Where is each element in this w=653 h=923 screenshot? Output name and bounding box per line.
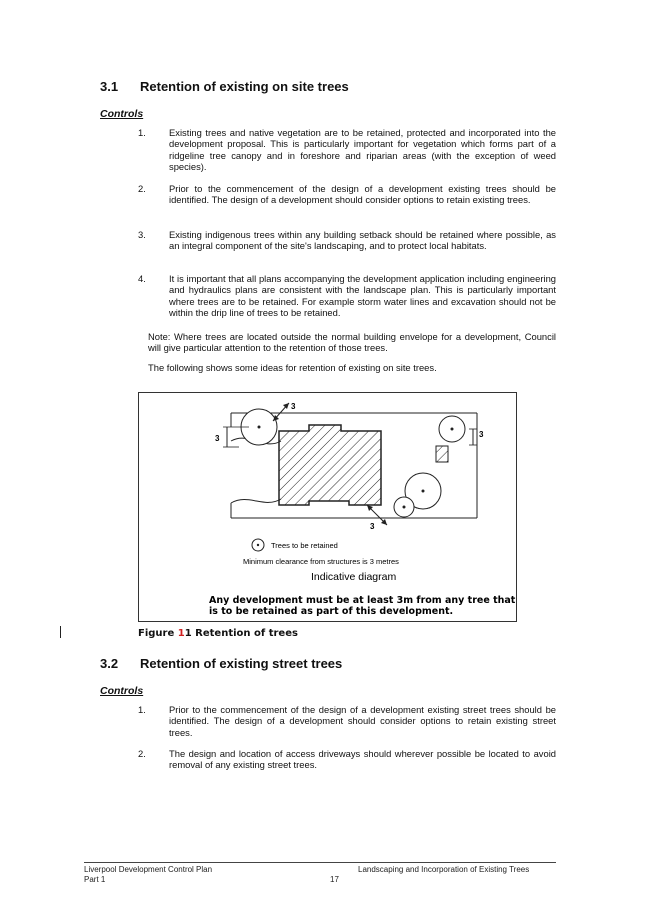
dim-label-left: 3	[215, 434, 220, 443]
caption-prefix: Figure	[138, 628, 178, 639]
figure-caption	[138, 628, 298, 639]
section-number: 3.2	[100, 656, 119, 671]
caption-number-red: 1	[177, 628, 185, 639]
building-footprint	[279, 425, 381, 505]
legend-clearance-text: Minimum clearance from structures is 3 metres	[243, 557, 399, 566]
footer-part: Part 1	[84, 875, 106, 884]
legend-trees-text: Trees to be retained	[271, 541, 338, 550]
item-text: Existing indigenous trees within any building setback should be retained where possible, as an integral component of the site's landscaping, and to protect local habitats.	[169, 229, 556, 252]
footer-doc-title: Liverpool Development Control Plan	[84, 865, 213, 874]
figure-note-line-2: is to be retained as part of this development.	[209, 606, 454, 617]
item-text: Prior to the commencement of the design of a development existing street trees should be identified. The design of a development should consider options to retain existing street trees.	[169, 704, 556, 738]
tree-top-right	[439, 416, 465, 442]
footer-left	[84, 865, 212, 885]
item-text: It is important that all plans accompanying the development application including engineering and hydraulics plans are consistent with the landscape plan. This is particularly important where trees are to be retained. For example storm water lines and excavation should not be within the drip line of trees to be retained.	[169, 273, 556, 318]
item-number: 3.	[138, 229, 146, 240]
intro-paragraph: The following shows some ideas for retention of existing on site trees.	[148, 362, 437, 373]
figure-retention-of-trees	[138, 392, 517, 622]
clearance-dimension-top	[273, 403, 289, 421]
dim-label-top: 3	[291, 402, 296, 411]
section-title: Retention of existing street trees	[140, 656, 343, 671]
item-number: 1.	[138, 704, 146, 715]
section-3-1-heading	[100, 79, 349, 94]
change-bar	[60, 626, 61, 638]
legend-tree-symbol	[252, 539, 264, 551]
section-3-2-heading	[100, 656, 342, 671]
item-number: 2.	[138, 748, 146, 759]
item-text: Prior to the commencement of the design of a development existing trees should be identified. The design of a development should consider options to retain existing trees.	[169, 183, 556, 206]
dim-label-right: 3	[479, 430, 484, 439]
caption-number: 1	[184, 628, 192, 639]
section-title: Retention of existing on site trees	[140, 79, 349, 94]
note-paragraph: Note: Where trees are located outside the normal building envelope for a development, Council will give particular attention to the retention of those trees.	[148, 331, 556, 354]
footer-right: Landscaping and Incorporation of Existing Trees	[358, 865, 530, 874]
footer-rule	[84, 862, 556, 863]
section-number: 3.1	[100, 79, 119, 94]
item-number: 4.	[138, 273, 146, 284]
controls-label: Controls	[100, 685, 144, 697]
item-text: The design and location of access driveways should wherever possible be located to avoid removal of any existing street trees.	[169, 748, 556, 771]
tree-bottom-right-small	[394, 497, 414, 517]
item-text: Existing trees and native vegetation are to be retained, protected and incorporated into the development proposal. This is particularly important for vegetation which forms part of a ridgeline tree canopy and in foreshore and riparian areas (with the exception of weed species).	[169, 127, 556, 172]
controls-label: Controls	[100, 108, 144, 120]
indicative-label: Indicative diagram	[311, 571, 397, 583]
item-number: 2.	[138, 183, 146, 194]
item-number: 1.	[138, 127, 146, 138]
caption-title: Retention of trees	[191, 628, 298, 639]
dim-label-bottom: 3	[370, 522, 375, 531]
site-diagram	[139, 393, 516, 621]
clearance-dimension-right	[469, 429, 477, 445]
page-number: 17	[330, 875, 339, 884]
small-structure	[436, 446, 448, 462]
figure-note-line-1: Any development must be at least 3m from any tree that	[209, 595, 516, 606]
